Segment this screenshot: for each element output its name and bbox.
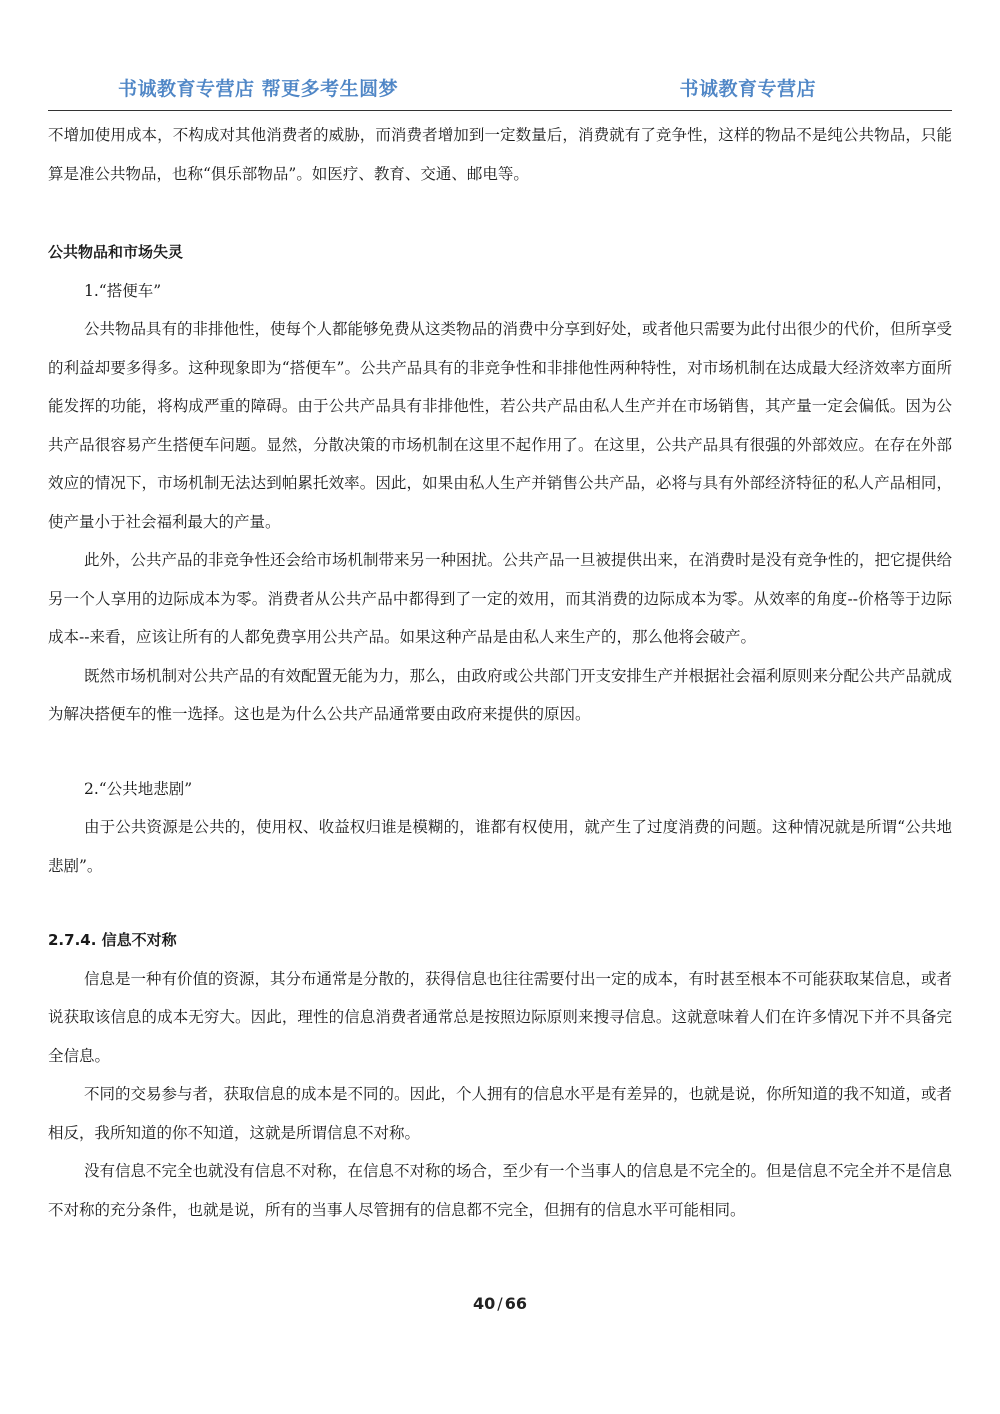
- subheading-tragedy-commons: 2.“公共地悲剧”: [84, 779, 193, 798]
- section-heading-public-goods: 公共物品和市场失灵: [48, 243, 184, 261]
- section-heading-info-asymmetry: 2.7.4. 信息不对称: [48, 931, 177, 949]
- paragraph-info-3: 没有信息不完全也就没有信息不对称，在信息不对称的场合，至少有一个当事人的信息是不完全的。但是信息不完全并不是信息不对称的充分条件，也就是说，所有的当事人尽管拥有的信息都不完全，但拥有的信息水平可能相同。: [48, 1162, 953, 1219]
- header-shop-name: 书诚教育专营店: [679, 78, 816, 100]
- page-number: [0, 1294, 1000, 1313]
- spacer: [48, 734, 952, 770]
- intro-paragraph: 不增加使用成本，不构成对其他消费者的威胁，而消费者增加到一定数量后，消费就有了竞争性，这样的物品不是纯公共物品，只能算是准公共物品，也称“俱乐部物品”。如医疗、教育、交通、邮电等。: [48, 126, 952, 183]
- total-page-count: 66: [504, 1294, 527, 1313]
- page-header: [48, 70, 952, 111]
- paragraph-info-1: 信息是一种有价值的资源，其分布通常是分散的，获得信息也往往需要付出一定的成本，有时甚至根本不可能获取某信息，或者说获取该信息的成本无穷大。因此，理性的信息消费者通常总是按照边际原则来搜寻信息。这就意味着人们在许多情况下并不具备完全信息。: [48, 969, 953, 1065]
- document-body: [48, 116, 952, 1229]
- spacer: [48, 193, 952, 233]
- paragraph-info-2: 不同的交易参与者，获取信息的成本是不同的。因此，个人拥有的信息水平是有差异的，也就是说，你所知道的我不知道，或者相反，我所知道的你不知道，这就是所谓信息不对称。: [48, 1085, 953, 1142]
- current-page-number: 40: [473, 1294, 496, 1313]
- paragraph-free-rider-1: 公共物品具有的非排他性，使每个人都能够免费从这类物品的消费中分享到好处，或者他只需要为此付出很少的代价，但所享受的利益却要多得多。这种现象即为“搭便车”。公共产品具有的非竞争性和非排他性两种特性，对市场机制在达成最大经济效率方面所能发挥的功能，将构成严重的障碍。由于公共产品具有非排他性，若公共产品由私人生产并在市场销售，其产量一定会偏低。因为公共产品很容易产生搭便车问题。显然，分散决策的市场机制在这里不起作用了。在这里，公共产品具有很强的外部效应。在存在外部效应的情况下，市场机制无法达到帕累托效率。因此，如果由私人生产并销售公共产品，必将与具有外部经济特征的私人产品相同，使产量小于社会福利最大的产量。: [48, 320, 953, 531]
- header-shop-slogan: 书诚教育专营店 帮更多考生圆梦: [118, 78, 399, 100]
- paragraph-free-rider-3: 既然市场机制对公共产品的有效配置无能为力，那么，由政府或公共部门开支安排生产并根据社会福利原则来分配公共产品就成为解决搭便车的惟一选择。这也是为什么公共产品通常要由政府来提供的原因。: [48, 666, 953, 723]
- subheading-free-rider: 1.“搭便车”: [84, 281, 162, 300]
- paragraph-tragedy-commons: 由于公共资源是公共的，使用权、收益权归谁是模糊的，谁都有权使用，就产生了过度消费的问题。这种情况就是所谓“公共地悲剧”。: [48, 818, 952, 875]
- paragraph-free-rider-2: 此外，公共产品的非竞争性还会给市场机制带来另一种困扰。公共产品一旦被提供出来，在消费时是没有竞争性的，把它提供给另一个人享用的边际成本为零。消费者从公共产品中都得到了一定的效用，而其消费的边际成本为零。从效率的角度--价格等于边际成本--来看，应该让所有的人都免费享用公共产品。如果这种产品是由私人来生产的，那么他将会破产。: [48, 551, 953, 646]
- spacer: [48, 885, 952, 921]
- page-separator: /: [497, 1294, 503, 1313]
